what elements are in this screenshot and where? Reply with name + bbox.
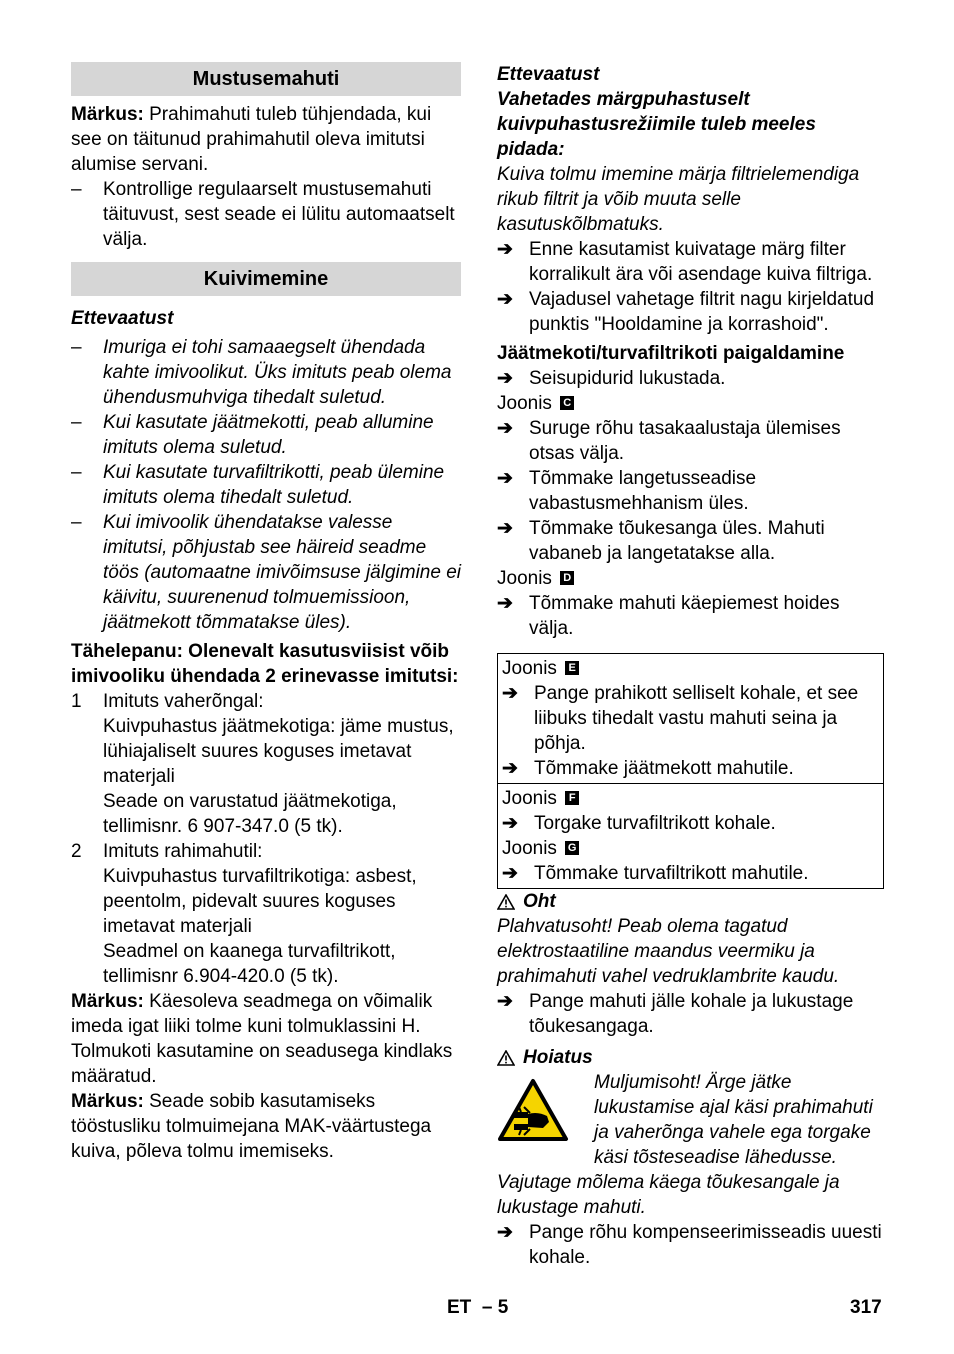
warning-text: Muljumisoht! Ärge jätke lukustamise ajal käsi prahimahuti ja vaherõnga vahele ega torgake käsi tõsteseadise lähedusse. — [594, 1072, 873, 1168]
step-item: ➔ Pange rõhu kompenseerimisseadis uuesti kohale. — [497, 1222, 882, 1268]
figure-badge-g: G — [565, 841, 579, 855]
figure-ref: Joonis F — [502, 786, 879, 811]
arrow-right-icon: ➔ — [497, 518, 513, 539]
dash-item: – Kontrollige regulaarselt mustusemahuti täituvust, sest seade ei lülitu automaatselt välja. — [71, 179, 455, 250]
figure-badge-d: D — [560, 571, 574, 585]
step-item: ➔ Tõmmake langetusseadise vabastusmehhanism üles. — [497, 468, 757, 514]
install-title: Jäätmekoti/turvafiltrikoti paigaldamine — [497, 343, 845, 364]
step-item: ➔ Seisupidurid lukustada. — [497, 368, 726, 389]
step-item: ➔ Tõmmake mahuti käepiemest hoides välja. — [497, 593, 840, 639]
hand-crush-warning-icon — [497, 1070, 594, 1170]
section-title-kuivimemine: Kuivimemine — [71, 262, 461, 296]
caution-label: Ettevaatust — [497, 64, 600, 85]
danger-text: Plahvatusoht! Peab olema tagatud elektrostaatiline maandus veermiku ja prahimahuti vahel vedruklambrite kaudu. — [497, 916, 840, 987]
caution-text: Kuiva tolmu imemine märja filtrielemendiga rikub filtrit ja võib muuta selle kasutuskõlbmatuks. — [497, 164, 860, 235]
numbered-paragraph: Seade on varustatud jäätmekotiga, tellimisnr. 6 907-347.0 (5 tk). — [103, 791, 397, 837]
numbered-item: 2 Imituts rahimahutil: — [71, 841, 263, 862]
warning-triangle-icon — [497, 1050, 515, 1066]
section-title-mustusemahuti: Mustusemahuti — [71, 62, 461, 96]
step-item: ➔ Suruge rõhu tasakaalustaja ülemises otsas välja. — [497, 418, 841, 464]
step-item: ➔ Torgake turvafiltrikott kohale. — [502, 813, 776, 834]
numbered-paragraph: Kuivpuhastus turvafiltrikotiga: asbest, peentolm, pidevalt suures koguses imetavat materjali — [103, 866, 417, 937]
arrow-right-icon: ➔ — [502, 683, 518, 704]
arrow-right-icon: ➔ — [497, 1222, 513, 1243]
figure-ref: Joonis E — [502, 656, 879, 681]
arrow-right-icon: ➔ — [502, 863, 518, 884]
step-item: ➔ Tõmmake tõukesanga üles. Mahuti vabaneb ja langetatakse alla. — [497, 518, 825, 564]
arrow-right-icon: ➔ — [497, 368, 513, 389]
note-paragraph: Märkus: Seade sobib kasutamiseks tööstusliku tolmuimejana MAK-väärtustega kuiva, põleva tolmu imemiseks. — [71, 1091, 432, 1162]
warning-heading: Hoiatus — [497, 1045, 884, 1070]
arrow-right-icon: ➔ — [497, 289, 513, 310]
dash-item: – Kui kasutate jäätmekotti, peab allumine imituts olema suletud. — [71, 412, 434, 458]
figure-box-section-fg — [498, 783, 883, 888]
note-label: Märkus: — [71, 104, 144, 125]
note-paragraph: Märkus: Käesoleva seadmega on võimalik imeda igat liiki tolme kuni tolmuklassini H. Tolmukoti kasutamine on seadusega kindlaks määratud. — [71, 991, 453, 1087]
step-item: ➔ Pange mahuti jälle kohale ja lukustage tõukesangaga. — [497, 991, 854, 1037]
figure-ref: Joonis G — [502, 836, 879, 861]
dash-item: – Imuriga ei tohi samaaegselt ühendada kahte imivoolikut. Üks imituts peab olema ühendusmuhviga tihedalt suletud. — [71, 337, 452, 408]
figure-ref: Joonis D — [497, 566, 884, 591]
dash-item: – Kui kasutate turvafiltrikotti, peab ülemine imituts olema tihedalt suletud. — [71, 462, 445, 508]
step-item: ➔ Vajadusel vahetage filtrit nagu kirjeldatud punktis "Hooldamine ja korrashoid". — [497, 289, 875, 335]
step-item: ➔ Enne kasutamist kuivatage märg filter korralikult ära või asendage kuiva filtriga. — [497, 239, 873, 285]
arrow-right-icon: ➔ — [497, 239, 513, 260]
warning-text-2: Vajutage mõlema käega tõukesangale ja lukustage mahuti. — [497, 1172, 840, 1218]
dash-item: – Kui imivoolik ühendatakse valesse imitutsi, põhjustab see häireid seadme töös (automaatne imivõimsuse jälgimine ei käivitu, suurenenud tolmuemissioon, jäätmekott tõmmatakse üles). — [71, 512, 461, 633]
note-paragraph — [71, 102, 461, 177]
figure-box — [497, 653, 884, 889]
warning-block — [497, 1070, 884, 1170]
arrow-right-icon: ➔ — [502, 758, 518, 779]
numbered-paragraph: Seadmel on kaanega turvafiltrikott, tellimisnr 6.904-420.0 (5 tk). — [103, 941, 396, 987]
page-number: 317 — [850, 1297, 882, 1318]
left-column — [71, 62, 461, 1164]
arrow-right-icon: ➔ — [497, 418, 513, 439]
arrow-right-icon: ➔ — [502, 813, 518, 834]
right-column — [497, 62, 884, 1270]
figure-box-section-e — [498, 654, 883, 783]
caution-label: Ettevaatust — [71, 308, 174, 329]
caution-heading: Vahetades märgpuhastuselt kuivpuhastusrežiimile tuleb meeles pidada: — [497, 89, 816, 160]
step-item: ➔ Pange prahikott selliselt kohale, et see liibuks tihedalt vastu mahuti seina ja põhja. — [502, 683, 859, 754]
figure-badge-c: C — [560, 396, 574, 410]
footer-chapter: ET – 5 — [447, 1297, 509, 1318]
step-item: ➔ Tõmmake turvafiltrikott mahutile. — [502, 863, 809, 884]
figure-badge-e: E — [565, 661, 579, 675]
figure-ref: Joonis C — [497, 391, 884, 416]
arrow-right-icon: ➔ — [497, 991, 513, 1012]
arrow-right-icon: ➔ — [497, 593, 513, 614]
danger-heading: Oht — [497, 889, 884, 914]
arrow-right-icon: ➔ — [497, 468, 513, 489]
warning-triangle-icon — [497, 894, 515, 910]
numbered-item: 1 Imituts vaherõngal: — [71, 691, 264, 712]
numbered-paragraph: Kuivpuhastus jäätmekotiga: jäme mustus, lühiajaliselt suures koguses imetavat materjali — [103, 716, 454, 787]
note-text: Prahimahuti tuleb tühjendada, kui see on täitunud prahimahutil oleva imitutsi alumise servani. — [71, 104, 432, 175]
attention-text: Tähelepanu: Olenevalt kasutusviisist võib imivooliku ühendada 2 erinevasse imitutsi: — [71, 641, 459, 687]
step-item: ➔ Tõmmake jäätmekott mahutile. — [502, 758, 794, 779]
figure-badge-f: F — [565, 791, 579, 805]
